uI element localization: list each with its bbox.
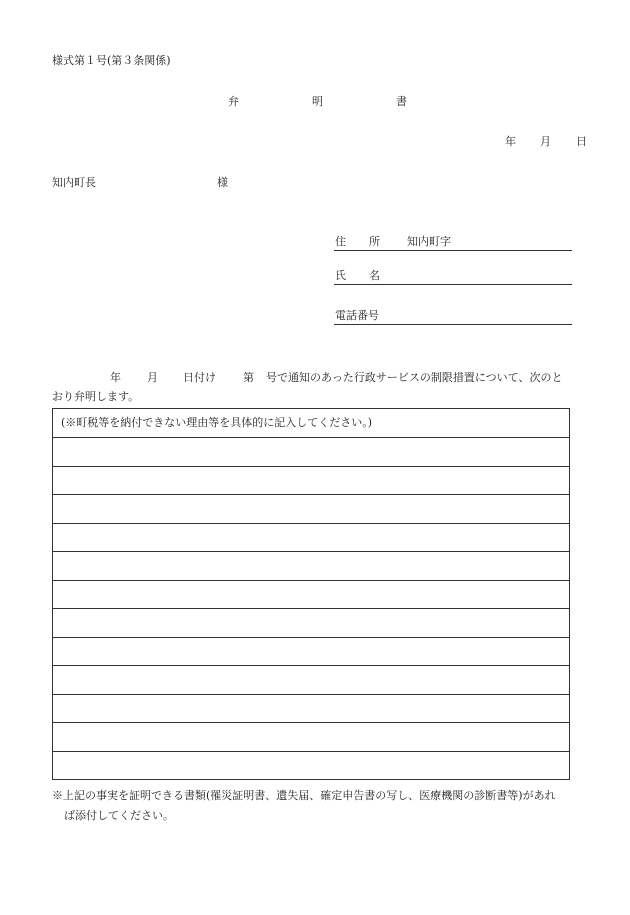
reason-row-line [53,637,569,638]
name-label-1: 氏 [335,269,346,282]
statement-date-suffix: 日付け [183,371,216,384]
statement-text-line-2: おり弁明します。 [52,390,140,403]
recipient-name: 知内町長 [52,176,96,189]
phone-label: 電話番号 [335,309,379,322]
title-char-3: 書 [396,95,407,108]
document-title [0,96,630,110]
reason-row-line [53,580,569,581]
date-year-label: 年 [505,135,516,148]
address-label-2: 所 [369,235,380,248]
address-label-1: 住 [335,235,346,248]
title-char-2: 明 [312,95,323,108]
name-field[interactable] [334,270,572,285]
address-field[interactable] [334,236,572,251]
reason-box[interactable] [52,408,570,780]
reason-row-line [53,466,569,467]
reason-row-line [53,722,569,723]
date-month-label: 月 [540,135,551,148]
statement-month-label: 月 [147,371,158,384]
reason-row-line [53,437,569,438]
statement-number-prefix: 第 [243,371,254,384]
name-label-2: 名 [369,269,380,282]
statement-text: 号で通知のあった行政サービスの制限措置について、次のと [266,371,563,384]
reason-instruction: (※町税等を納付できない理由等を具体的に記入してください。) [61,416,373,429]
reason-row-line [53,608,569,609]
statement-year-label: 年 [110,371,121,384]
reason-row-line [53,551,569,552]
footnote-line-2: ば添付してください。 [64,809,174,822]
reason-row-line [53,751,569,752]
reason-row-line [53,523,569,524]
reason-row-line [53,494,569,495]
recipient-honorific: 様 [217,176,228,189]
footnote-line-1: ※上記の事実を証明できる書類(罹災証明書、遺失届、確定申告書の写し、医療機関の診断書等)があれ [52,789,556,802]
form-number: 様式第１号(第３条関係) [52,54,171,67]
phone-field[interactable] [334,310,572,325]
title-char-1: 弁 [228,95,239,108]
address-prefill: 知内町字 [407,235,451,248]
reason-row-line [53,665,569,666]
reason-row-line [53,694,569,695]
date-day-label: 日 [576,135,587,148]
